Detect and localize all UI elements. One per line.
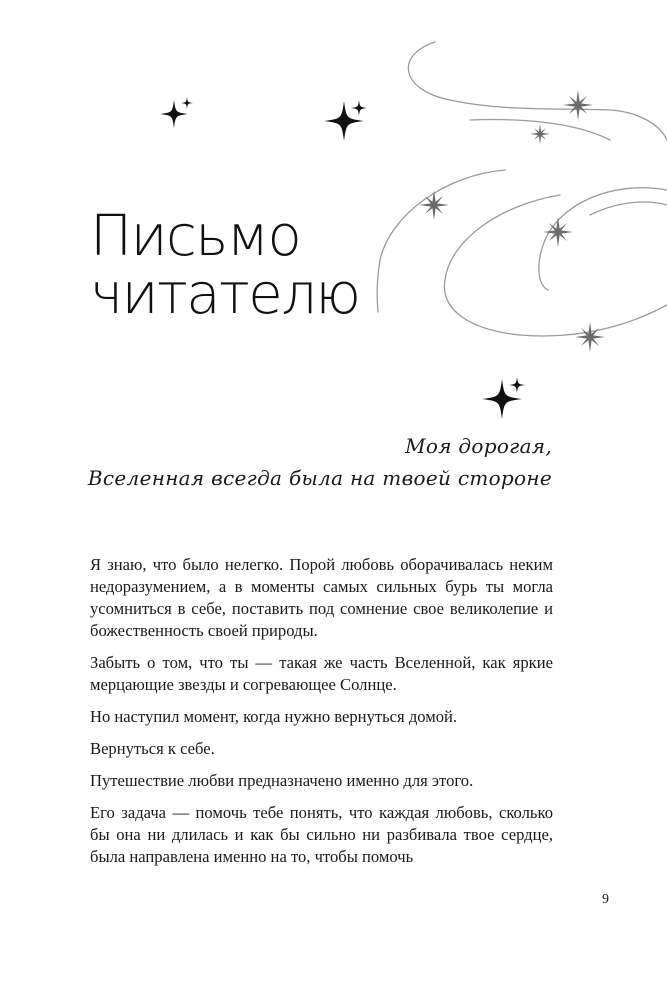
paragraph: Но наступил момент, когда нужно вернуться домой.: [90, 707, 458, 726]
title-line-2: читателю: [90, 262, 360, 327]
paragraph: Вернуться к себе.: [90, 739, 215, 758]
sparkle-icon: [160, 100, 188, 128]
swirl-lines: [377, 42, 667, 336]
page-title: [90, 204, 360, 327]
paragraph: Его задача — помочь тебе понять, что каждая любовь, сколько бы она ни длилась и как бы сильно ни разбивала твое сердце, была направлена именно на то, чтобы помочь: [90, 803, 553, 866]
grey-star-icon: [563, 90, 593, 120]
grey-star-icon: [543, 217, 573, 247]
sparkle-icon: [181, 97, 193, 109]
grey-star-icons: [419, 90, 605, 352]
paragraph: Путешествие любви предназначено именно для этого.: [90, 771, 474, 790]
title-line-1: Письмо: [90, 204, 301, 269]
paragraph: Забыть о том, что ты — такая же часть Вселенной, как яркие мерцающие звезды и согревающее Солнце.: [90, 653, 553, 694]
epigraph-line-1: Моя дорогая,: [405, 434, 552, 458]
epigraph-line-2: Вселенная всегда была на твоей стороне: [87, 466, 552, 490]
grey-star-icon: [530, 124, 550, 144]
grey-star-icon: [419, 190, 449, 220]
paragraph: Я знаю, что было нелегко. Порой любовь оборачивалась неким недоразумением, а в моменты самых сильных бурь ты могла усомниться в себе, поставить под сомнение свое великолепие и божественность своей природы.: [90, 555, 553, 640]
sparkle-icon: [509, 377, 525, 393]
epigraph: [88, 430, 552, 494]
grey-star-icon: [575, 322, 605, 352]
body-text: [90, 554, 553, 878]
sparkle-icon: [351, 100, 367, 116]
page-number: 9: [602, 892, 609, 907]
